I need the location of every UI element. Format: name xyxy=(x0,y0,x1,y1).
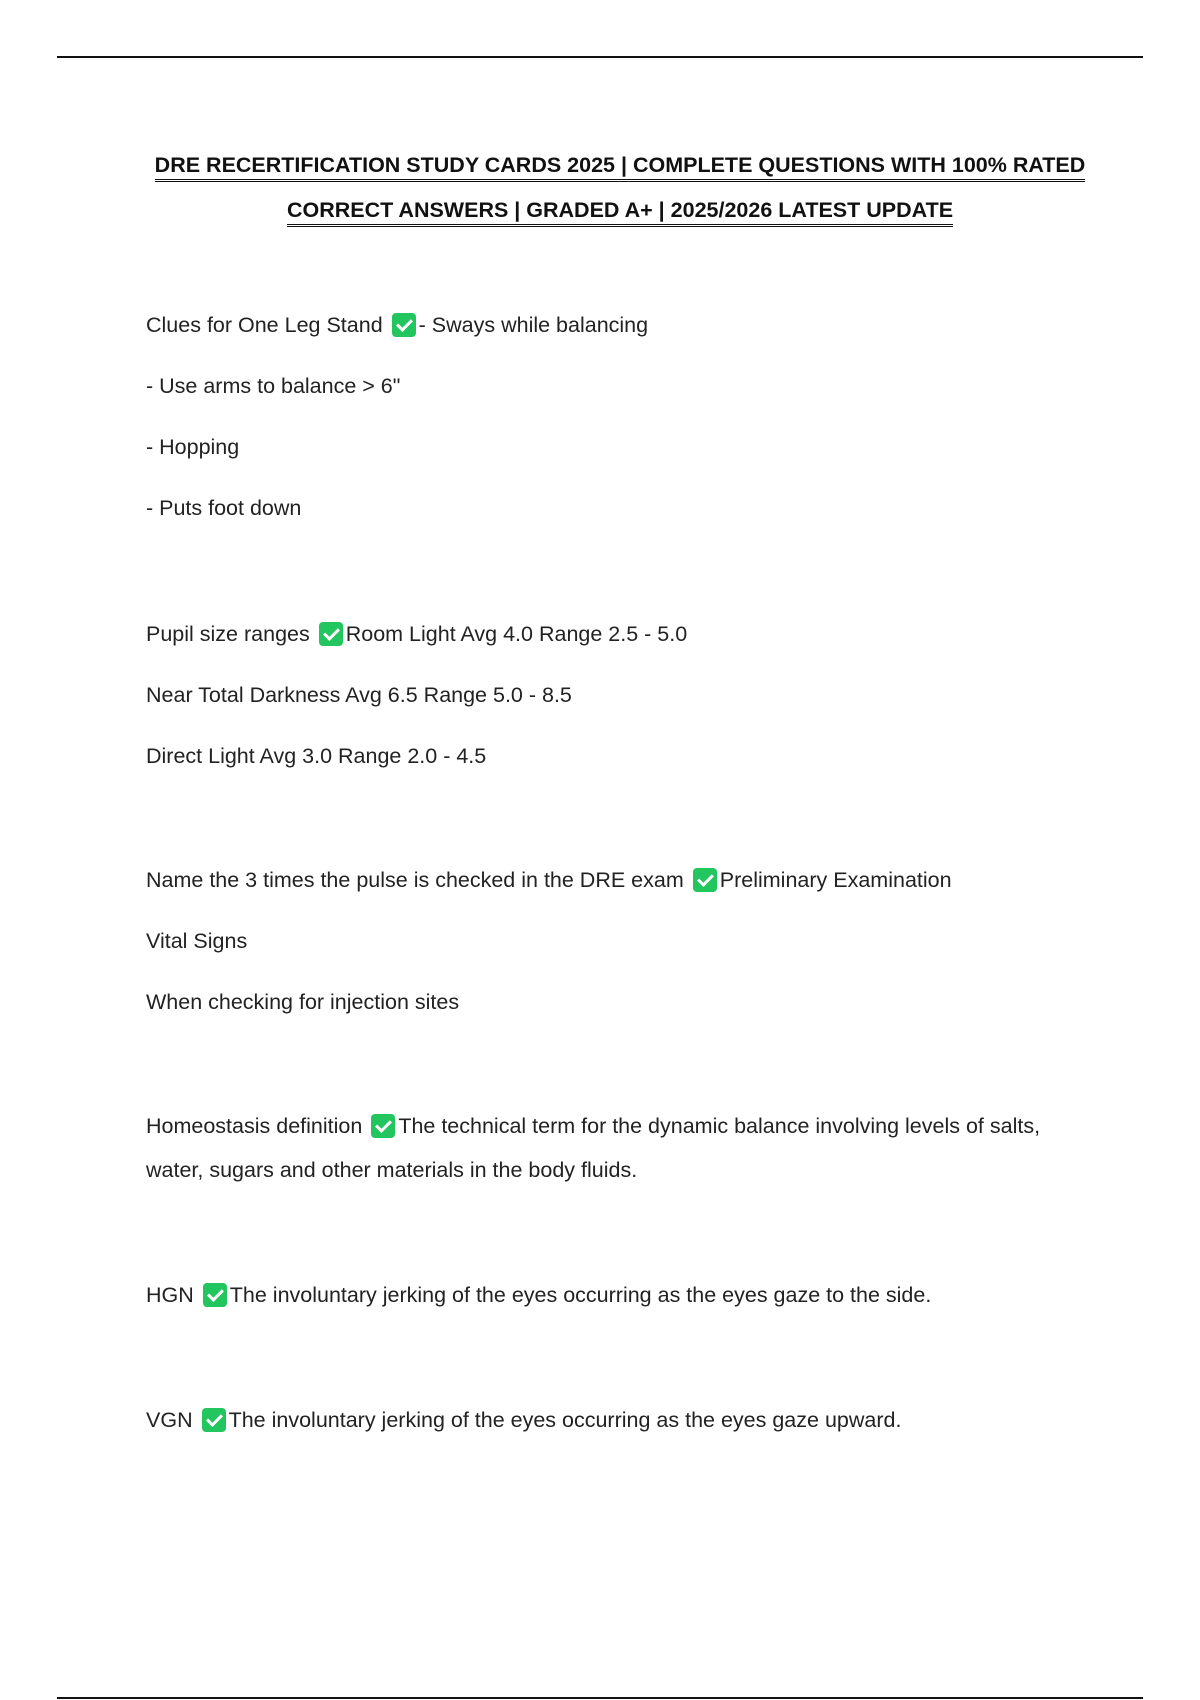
card-question-line xyxy=(146,1111,1040,1141)
card-answer-line: - Puts foot down xyxy=(146,496,302,520)
check-mark-icon xyxy=(371,1114,395,1138)
document-title xyxy=(57,143,1183,233)
card-question-line xyxy=(146,1280,931,1310)
check-mark-icon xyxy=(392,313,416,337)
top-rule xyxy=(57,56,1143,58)
bottom-rule xyxy=(57,1697,1143,1699)
card-question: Pupil size ranges xyxy=(146,622,310,646)
card-question-line xyxy=(146,1405,901,1435)
card-answer-line: Direct Light Avg 3.0 Range 2.0 - 4.5 xyxy=(146,744,487,768)
card-question-line xyxy=(146,865,952,895)
card-question-line xyxy=(146,310,648,340)
card-answer-line: Vital Signs xyxy=(146,929,248,953)
card-answer-line: water, sugars and other materials in the body fluids. xyxy=(146,1158,638,1182)
title-line-1: DRE RECERTIFICATION STUDY CARDS 2025 | COMPLETE QUESTIONS WITH 100% RATED xyxy=(155,152,1086,182)
card-answer: The involuntary jerking of the eyes occurring as the eyes gaze upward. xyxy=(228,1408,902,1432)
card-answer: - Sways while balancing xyxy=(418,313,649,337)
card-question: VGN xyxy=(146,1408,193,1432)
card-question: HGN xyxy=(146,1283,194,1307)
check-mark-icon xyxy=(319,622,343,646)
card-question: Name the 3 times the pulse is checked in the DRE exam xyxy=(146,868,684,892)
card-answer: The technical term for the dynamic balance involving levels of salts, xyxy=(398,1114,1041,1138)
check-mark-icon xyxy=(693,868,717,892)
check-mark-icon xyxy=(202,1408,226,1432)
card-answer-line: - Use arms to balance > 6" xyxy=(146,374,401,398)
check-mark-icon xyxy=(203,1283,227,1307)
card-answer-line: - Hopping xyxy=(146,435,240,459)
card-answer: Room Light Avg 4.0 Range 2.5 - 5.0 xyxy=(345,622,688,646)
card-answer: The involuntary jerking of the eyes occurring as the eyes gaze to the side. xyxy=(229,1283,932,1307)
title-line-2: CORRECT ANSWERS | GRADED A+ | 2025/2026 LATEST UPDATE xyxy=(287,197,953,227)
card-question-line xyxy=(146,619,687,649)
card-question: Homeostasis definition xyxy=(146,1114,363,1138)
card-answer-line: Near Total Darkness Avg 6.5 Range 5.0 - 8.5 xyxy=(146,683,572,707)
card-question: Clues for One Leg Stand xyxy=(146,313,383,337)
card-answer-line: When checking for injection sites xyxy=(146,990,460,1014)
card-answer: Preliminary Examination xyxy=(719,868,952,892)
